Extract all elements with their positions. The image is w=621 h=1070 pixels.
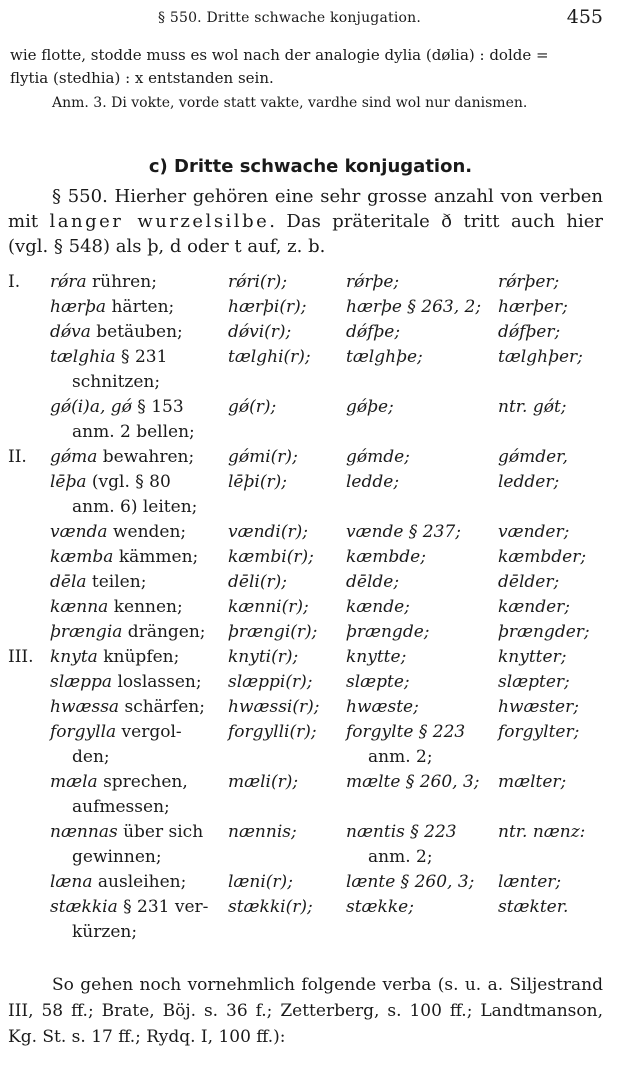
- verb-gloss: sprechen,: [97, 772, 188, 792]
- verb-present: kæmbi(r);: [228, 547, 314, 567]
- verb-participle-cell: [498, 520, 608, 545]
- verb-present-cell: [228, 720, 346, 770]
- verb-row: [8, 595, 608, 620]
- verb-infinitive: læna: [50, 872, 93, 892]
- verb-present-cell: [228, 595, 346, 620]
- verb-preterite: ledde;: [346, 472, 400, 492]
- verb-class: [8, 820, 50, 870]
- verb-preterite-cell: [346, 570, 498, 595]
- verb-present-cell: [228, 520, 346, 545]
- verb-participle-cell: [498, 445, 608, 470]
- verb-class: [8, 345, 50, 395]
- verb-present: þrængi(r);: [228, 622, 318, 642]
- verb-infinitive-cell: [50, 720, 228, 770]
- verb-row: [8, 545, 608, 570]
- verb-participle: hærþer;: [498, 297, 568, 317]
- verb-participle: dǿfþer;: [498, 322, 561, 342]
- verb-gloss: bewahren;: [97, 447, 195, 467]
- verb-class: [8, 620, 50, 645]
- verb-row: [8, 520, 608, 545]
- verb-class: [8, 720, 50, 770]
- verb-infinitive-cell: [50, 670, 228, 695]
- verb-participle-cell: [498, 670, 608, 695]
- verb-class: [8, 695, 50, 720]
- verb-present: nænnis;: [228, 822, 297, 842]
- verb-participle: rǿrþer;: [498, 272, 560, 292]
- verb-preterite: þrængde;: [346, 622, 430, 642]
- verb-infinitive: dǿva: [50, 322, 91, 342]
- verb-infinitive: þrængia: [50, 622, 123, 642]
- verb-preterite: næntis § 223: [346, 822, 457, 842]
- verb-participle: ntr. nænz:: [498, 822, 586, 842]
- verb-participle: vænder;: [498, 522, 570, 542]
- verb-preterite: vænde § 237;: [346, 522, 461, 542]
- verb-participle-cell: [498, 570, 608, 595]
- verb-present-cell: [228, 545, 346, 570]
- verb-class: [8, 595, 50, 620]
- verb-participle: ntr. gǿt;: [498, 397, 567, 417]
- verb-gloss-continued: aufmessen;: [72, 797, 170, 817]
- section-title: c) Dritte schwache konjugation.: [148, 156, 473, 177]
- verb-preterite: kænde;: [346, 597, 410, 617]
- verb-present-cell: [228, 320, 346, 345]
- verb-gloss-continued: anm. 6) leiten;: [72, 497, 198, 517]
- verb-infinitive-cell: [50, 820, 228, 870]
- verb-preterite-cell: [346, 320, 498, 345]
- verb-preterite: tælghþe;: [346, 347, 423, 367]
- verb-participle: dēlder;: [498, 572, 560, 592]
- verb-infinitive: gǿma: [50, 447, 98, 467]
- verb-infinitive-cell: [50, 470, 228, 520]
- verb-preterite: rǿrþe;: [346, 272, 400, 292]
- verb-class: I.: [8, 272, 21, 292]
- verb-gloss: loslassen;: [112, 672, 202, 692]
- verb-preterite: gǿmde;: [346, 447, 410, 467]
- continuation-line: flytia (stedhia) : x entstanden sein.: [10, 69, 274, 87]
- verb-gloss: § 231 ver-: [117, 897, 209, 917]
- verb-class: [8, 770, 50, 820]
- verb-infinitive: kænna: [50, 597, 109, 617]
- verb-preterite-cell: [346, 395, 498, 445]
- verb-preterite: stække;: [346, 897, 414, 917]
- verb-present-cell: [228, 445, 346, 470]
- verb-present-cell: [228, 870, 346, 895]
- verb-infinitive: gǿ(i)a, gǿ: [50, 397, 132, 417]
- verb-infinitive-cell: [50, 345, 228, 395]
- verb-row: [8, 395, 608, 445]
- verb-participle-cell: [498, 770, 608, 820]
- verb-class: [8, 670, 50, 695]
- verb-row: [8, 695, 608, 720]
- verb-participle: slæpter;: [498, 672, 570, 692]
- verb-present-cell: [228, 295, 346, 320]
- verb-preterite-cell: [346, 545, 498, 570]
- verb-present: hærþi(r);: [228, 297, 307, 317]
- outro-text: So gehen noch vornehmlich folgende verba (s. u. a. Siljestrand III, 58 ff.; Brate, Böj. s. 36 f.; Zetterberg, s. 100 ff.; Landtmanson, Kg. St. s. 17 ff.; Rydq. I, 100 ff.):: [8, 975, 603, 1047]
- verb-table: [8, 270, 608, 945]
- verb-preterite-cell: [346, 295, 498, 320]
- verb-infinitive: forgylla: [50, 722, 117, 742]
- verb-present-cell: [228, 670, 346, 695]
- intro-part: § 550. Hierher gehören eine sehr grosse anzahl von verben mit: [8, 186, 603, 232]
- verb-present: dǿvi(r);: [228, 322, 292, 342]
- verb-participle-cell: [498, 620, 608, 645]
- verb-gloss: vergol-: [116, 722, 182, 742]
- verb-present: mæli(r);: [228, 772, 299, 792]
- verb-class: [8, 870, 50, 895]
- verb-infinitive: knyta: [50, 647, 98, 667]
- verb-infinitive-cell: [50, 695, 228, 720]
- verb-gloss: kennen;: [108, 597, 183, 617]
- verb-gloss: teilen;: [86, 572, 147, 592]
- verb-preterite-cell: [346, 270, 498, 295]
- verb-participle: hwæster;: [498, 697, 579, 717]
- verb-class: [8, 570, 50, 595]
- verb-participle-cell: [498, 345, 608, 395]
- verb-row: [8, 570, 608, 595]
- verb-present: læni(r);: [228, 872, 293, 892]
- verb-participle-cell: [498, 320, 608, 345]
- note-label: Anm. 3.: [52, 95, 107, 111]
- verb-participle-cell: [498, 870, 608, 895]
- verb-preterite-cell: [346, 645, 498, 670]
- verb-preterite-cell: [346, 470, 498, 520]
- verb-participle-cell: [498, 720, 608, 770]
- verb-preterite: dǿfþe;: [346, 322, 401, 342]
- verb-participle-cell: [498, 645, 608, 670]
- verb-row: [8, 770, 608, 820]
- verb-present-cell: [228, 570, 346, 595]
- verb-class: II.: [8, 447, 27, 467]
- verb-present: kænni(r);: [228, 597, 309, 617]
- verb-preterite: lænte § 260, 3;: [346, 872, 475, 892]
- verb-infinitive: lēþa: [50, 472, 87, 492]
- continuation-line: wie flotte, stodde muss es wol nach der analogie dylia (dølia) : dolde =: [10, 46, 549, 64]
- verb-participle-cell: [498, 395, 608, 445]
- verb-infinitive: hwæssa: [50, 697, 120, 717]
- verb-gloss: über sich: [117, 822, 204, 842]
- verb-present: gǿ(r);: [228, 397, 277, 417]
- verb-gloss: rühren;: [86, 272, 157, 292]
- verb-gloss: knüpfen;: [97, 647, 180, 667]
- verb-preterite-cell: [346, 345, 498, 395]
- verb-participle-cell: [498, 595, 608, 620]
- outro-paragraph: [8, 972, 603, 1050]
- verb-participle: kænder;: [498, 597, 571, 617]
- verb-preterite: hærþe § 263, 2;: [346, 297, 482, 317]
- verb-row: [8, 870, 608, 895]
- verb-preterite-cell: [346, 670, 498, 695]
- verb-participle: gǿmder,: [498, 447, 568, 467]
- verb-preterite-continued: anm. 2;: [368, 847, 433, 867]
- intro-spaced-term: langer wurzelsilbe: [49, 211, 270, 232]
- verb-participle-cell: [498, 470, 608, 520]
- verb-present-cell: [228, 695, 346, 720]
- verb-participle: stækter.: [498, 897, 569, 917]
- verb-row: [8, 820, 608, 870]
- verb-row: [8, 295, 608, 320]
- verb-preterite: kæmbde;: [346, 547, 426, 567]
- verb-row: [8, 645, 608, 670]
- verb-preterite: forgylte § 223: [346, 722, 466, 742]
- verb-preterite-cell: [346, 720, 498, 770]
- verb-participle-cell: [498, 545, 608, 570]
- verb-gloss-continued: gewinnen;: [72, 847, 162, 867]
- verb-preterite-cell: [346, 595, 498, 620]
- verb-participle: forgylter;: [498, 722, 580, 742]
- verb-present-cell: [228, 645, 346, 670]
- verb-infinitive: kæmba: [50, 547, 114, 567]
- verb-infinitive-cell: [50, 895, 228, 945]
- verb-preterite: gǿþe;: [346, 397, 394, 417]
- verb-present-cell: [228, 620, 346, 645]
- verb-class: [8, 470, 50, 520]
- intro-part: . Das präteritale ð tritt auch hier (vgl. § 548) als þ, d oder t auf, z. b.: [8, 211, 604, 257]
- verb-infinitive: hærþa: [50, 297, 107, 317]
- verb-preterite-cell: [346, 820, 498, 870]
- verb-infinitive-cell: [50, 545, 228, 570]
- verb-preterite-cell: [346, 445, 498, 470]
- verb-participle: mælter;: [498, 772, 567, 792]
- verb-gloss: kämmen;: [113, 547, 199, 567]
- verb-row: [8, 320, 608, 345]
- verb-row: [8, 445, 608, 470]
- verb-gloss: § 231: [115, 347, 168, 367]
- annotation-note: [52, 93, 612, 113]
- verb-participle: kæmbder;: [498, 547, 587, 567]
- verb-infinitive-cell: [50, 770, 228, 820]
- verb-participle-cell: [498, 295, 608, 320]
- verb-infinitive-cell: [50, 870, 228, 895]
- verb-infinitive-cell: [50, 395, 228, 445]
- verb-preterite-cell: [346, 520, 498, 545]
- verb-preterite-cell: [346, 870, 498, 895]
- verb-class: [8, 520, 50, 545]
- verb-gloss: wenden;: [107, 522, 187, 542]
- verb-participle-cell: [498, 695, 608, 720]
- verb-present-cell: [228, 470, 346, 520]
- verb-class: [8, 295, 50, 320]
- verb-present: stækki(r);: [228, 897, 313, 917]
- verb-infinitive-cell: [50, 320, 228, 345]
- verb-participle-cell: [498, 270, 608, 295]
- verb-present-cell: [228, 345, 346, 395]
- verb-preterite: knytte;: [346, 647, 407, 667]
- verb-row: [8, 620, 608, 645]
- page-header: [0, 4, 621, 30]
- verb-infinitive: vænda: [50, 522, 108, 542]
- verb-infinitive: dēla: [50, 572, 87, 592]
- verb-infinitive-cell: [50, 570, 228, 595]
- verb-participle: knytter;: [498, 647, 567, 667]
- verb-infinitive: mæla: [50, 772, 98, 792]
- verb-infinitive-cell: [50, 595, 228, 620]
- verb-preterite-continued: anm. 2;: [368, 747, 433, 767]
- verb-row: [8, 720, 608, 770]
- verb-gloss: ausleihen;: [92, 872, 187, 892]
- continuation-paragraph: [10, 44, 604, 90]
- verb-infinitive: nænnas: [50, 822, 118, 842]
- verb-infinitive-cell: [50, 445, 228, 470]
- verb-infinitive-cell: [50, 620, 228, 645]
- verb-gloss: härten;: [106, 297, 175, 317]
- verb-preterite-cell: [346, 895, 498, 945]
- verb-preterite-cell: [346, 620, 498, 645]
- verb-present: gǿmi(r);: [228, 447, 298, 467]
- verb-present-cell: [228, 820, 346, 870]
- verb-present: tælghi(r);: [228, 347, 311, 367]
- verb-gloss: (vgl. § 80: [86, 472, 171, 492]
- verb-infinitive: slæppa: [50, 672, 113, 692]
- verb-participle-cell: [498, 820, 608, 870]
- verb-participle: tælghþer;: [498, 347, 583, 367]
- verb-present: lēþi(r);: [228, 472, 287, 492]
- verb-preterite: hwæste;: [346, 697, 419, 717]
- verb-participle: lænter;: [498, 872, 562, 892]
- verb-present-cell: [228, 395, 346, 445]
- verb-class: [8, 395, 50, 445]
- verb-gloss: betäuben;: [90, 322, 183, 342]
- verb-row: [8, 270, 608, 295]
- verb-present: dēli(r);: [228, 572, 287, 592]
- verb-infinitive-cell: [50, 295, 228, 320]
- verb-row: [8, 345, 608, 395]
- verb-gloss-continued: kürzen;: [72, 922, 138, 942]
- verb-row: [8, 670, 608, 695]
- intro-paragraph: [8, 184, 603, 259]
- verb-present-cell: [228, 770, 346, 820]
- verb-present-cell: [228, 270, 346, 295]
- verb-infinitive: tælghia: [50, 347, 116, 367]
- verb-infinitive-cell: [50, 645, 228, 670]
- verb-gloss: schärfen;: [119, 697, 205, 717]
- verb-gloss-continued: anm. 2 bellen;: [72, 422, 195, 442]
- verb-preterite: slæpte;: [346, 672, 410, 692]
- verb-present: forgylli(r);: [228, 722, 317, 742]
- verb-present: knyti(r);: [228, 647, 299, 667]
- intro-text: [8, 184, 603, 259]
- verb-class: III.: [8, 647, 34, 667]
- verb-present: slæppi(r);: [228, 672, 313, 692]
- verb-row: [8, 470, 608, 520]
- note-text: Di vokte, vorde statt vakte, vardhe sind wol nur danismen.: [111, 95, 528, 111]
- verb-preterite-cell: [346, 695, 498, 720]
- verb-preterite: dēlde;: [346, 572, 400, 592]
- verb-infinitive: rǿra: [50, 272, 87, 292]
- verb-gloss: drängen;: [122, 622, 206, 642]
- running-head: § 550. Dritte schwache konjugation.: [158, 10, 422, 26]
- verb-row: [8, 895, 608, 945]
- verb-preterite-cell: [346, 770, 498, 820]
- verb-present: vændi(r);: [228, 522, 308, 542]
- verb-gloss-continued: schnitzen;: [72, 372, 161, 392]
- verb-present: hwæssi(r);: [228, 697, 320, 717]
- verb-gloss-continued: den;: [72, 747, 110, 767]
- verb-class: [8, 545, 50, 570]
- verb-present: rǿri(r);: [228, 272, 288, 292]
- verb-preterite: mælte § 260, 3;: [346, 772, 480, 792]
- verb-participle-cell: [498, 895, 608, 945]
- verb-class: [8, 320, 50, 345]
- verb-participle: þrængder;: [498, 622, 590, 642]
- verb-gloss: § 153: [131, 397, 184, 417]
- page-number: 455: [566, 6, 603, 28]
- verb-class: [8, 895, 50, 945]
- verb-participle: ledder;: [498, 472, 560, 492]
- verb-present-cell: [228, 895, 346, 945]
- verb-infinitive-cell: [50, 270, 228, 295]
- verb-infinitive: stækkia: [50, 897, 118, 917]
- verb-infinitive-cell: [50, 520, 228, 545]
